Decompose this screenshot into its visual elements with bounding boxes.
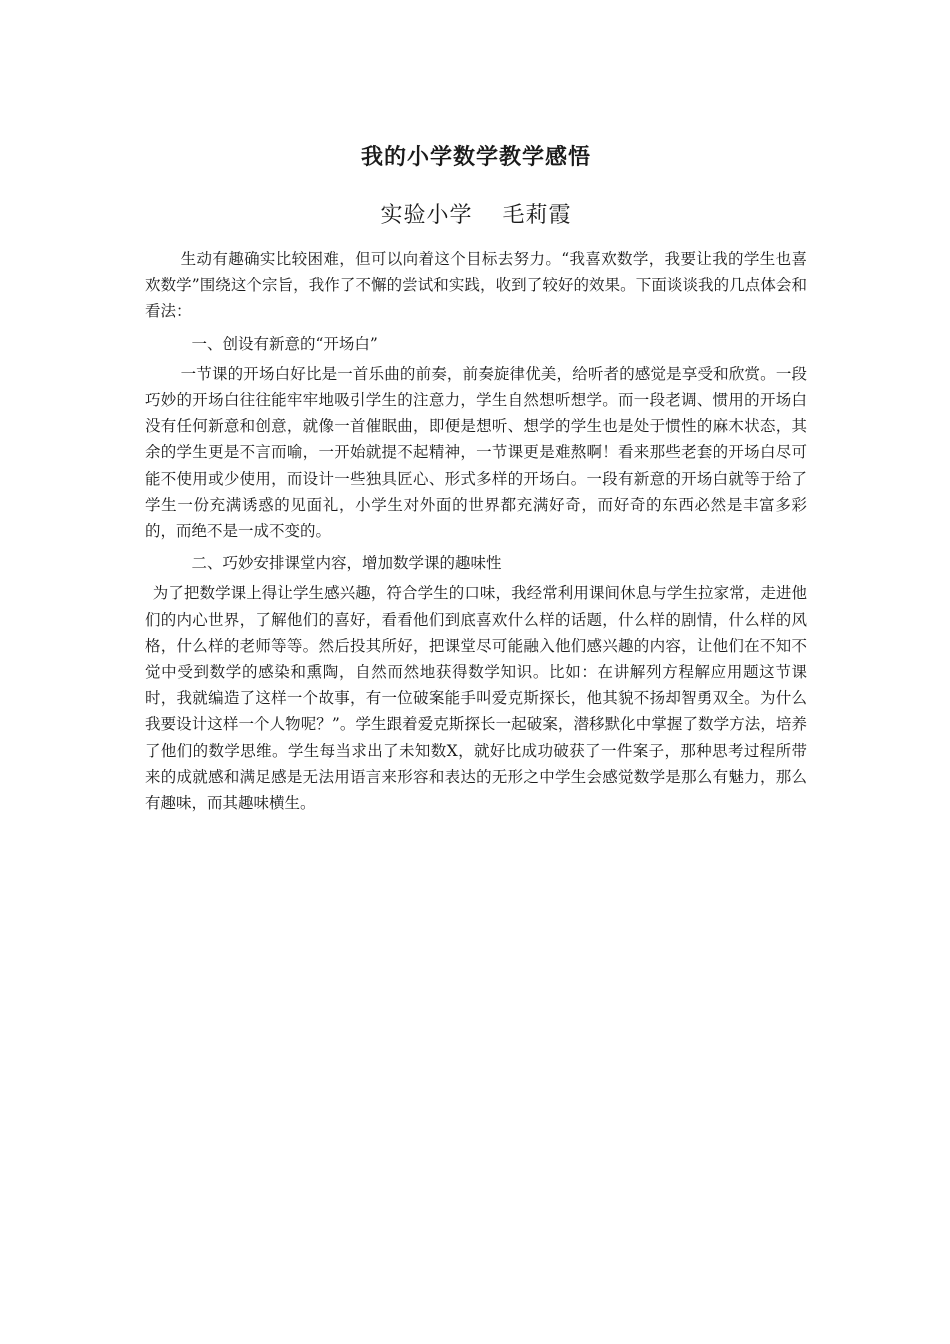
document-title: 我的小学数学教学感悟 <box>360 145 591 170</box>
author-school: 实验小学 <box>380 203 473 228</box>
intro-paragraph: 生动有趣确实比较困难，但可以向着这个目标去努力。“我喜欢数学，我要让我的学生也喜欢数学”围绕这个宗旨，我作了不懈的尝试和实践，收到了较好的效果。下面谈谈我的几点体会和看法： <box>145 250 807 321</box>
section2-paragraph: 为了把数学课上得让学生感兴趣，符合学生的口味，我经常利用课间休息与学生拉家常，走进他们的内心世界，了解他们的喜好，看看他们到底喜欢什么样的话题，什么样的剧情，什么样的风格，什么样的老师等等。然后投其所好，把课堂尽可能融入他们感兴趣的内容，让他们在不知不觉中受到数学的感染和熏陶，自然而然地获得数学知识。比如：在讲解列方程解应用题这节课时，我就编造了这样一个故事，有一位破案能手叫爱克斯探长，他其貌不扬却智勇双全。为什么我要设计这样一个人物呢？”。学生跟着爱克斯探长一起破案，潜移默化中掌握了数学方法，培养了他们的数学思维。学生每当求出了未知数X，就好比成功破获了一件案子，那种思考过程所带来的成就感和满足感是无法用语言来形容和表达的无形之中学生会感觉数学是那么有魅力，那么有趣味，而其趣味横生。 <box>145 584 807 813</box>
section2-heading: 二、巧妙安排课堂内容，增加数学课的趣味性 <box>191 554 502 573</box>
author-name: 毛莉霞 <box>502 203 572 228</box>
document-body <box>145 246 807 816</box>
section1-paragraph: 一节课的开场白好比是一首乐曲的前奏，前奏旋律优美，给听者的感觉是享受和欣赏。一段巧妙的开场白往往能牢牢地吸引学生的注意力，学生自然想听想学。而一段老调、惯用的开场白没有任何新意和创意，就像一首催眠曲，即便是想听、想学的学生也是处于惯性的麻木状态，其余的学生更是不言而喻，一开始就提不起精神，一节课更是难熬啊！看来那些老套的开场白尽可能不使用或少使用，而设计一些独具匠心、形式多样的开场白。一段有新意的开场白就等于给了学生一份充满诱惑的见面礼，小学生对外面的世界都充满好奇，而好奇的东西必然是丰富多彩的，而绝不是一成不变的。 <box>145 364 807 541</box>
section1-heading: 一、创设有新意的“开场白” <box>191 334 378 353</box>
author-line <box>145 201 807 231</box>
